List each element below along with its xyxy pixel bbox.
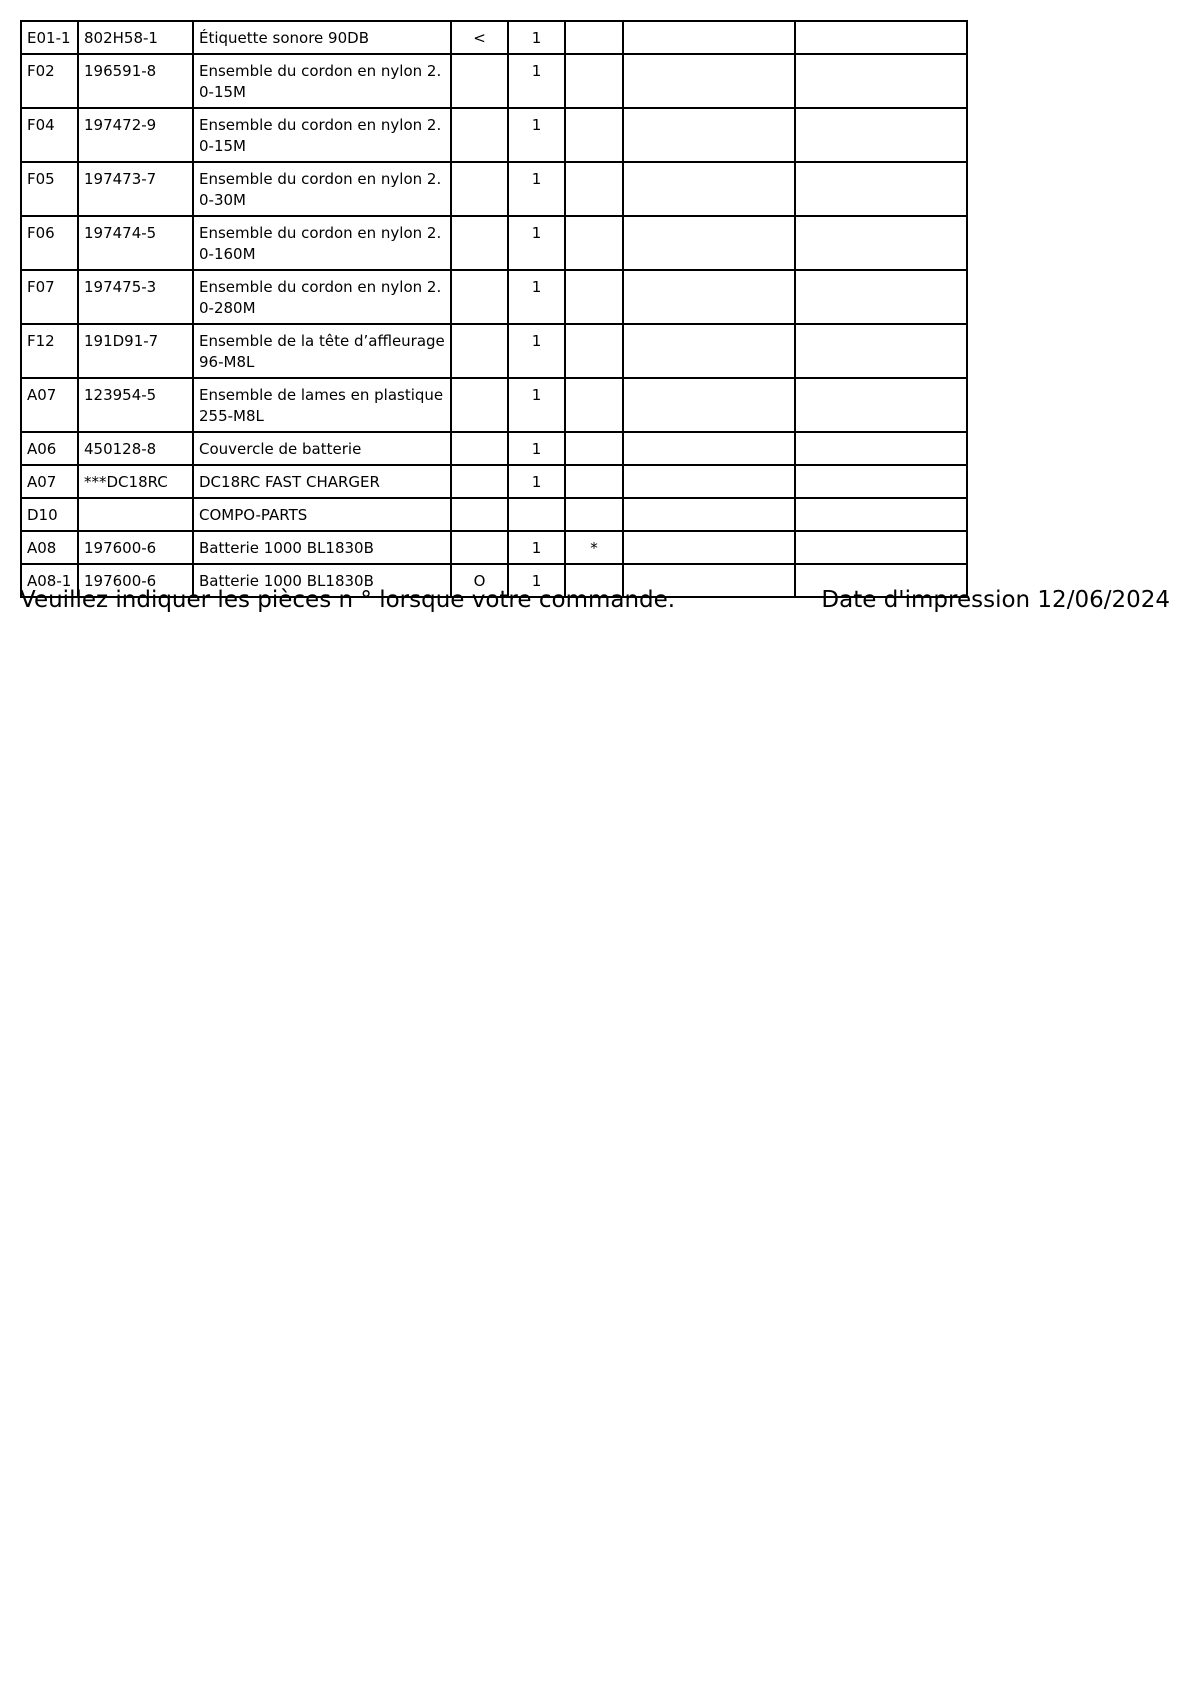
- mark-cell: [451, 531, 508, 564]
- notes-cell: [623, 498, 795, 531]
- extra-cell: [795, 432, 967, 465]
- ref-cell: A07: [21, 465, 78, 498]
- quantity-cell: 1: [508, 378, 565, 432]
- flag-cell: [565, 324, 623, 378]
- ref-cell: F05: [21, 162, 78, 216]
- notes-cell: [623, 270, 795, 324]
- notes-cell: [623, 216, 795, 270]
- parts-table: [20, 20, 968, 598]
- mark-cell: [451, 465, 508, 498]
- notes-cell: [623, 54, 795, 108]
- part-number-cell: 197474-5: [78, 216, 193, 270]
- notes-cell: [623, 324, 795, 378]
- flag-cell: [565, 432, 623, 465]
- mark-cell: O: [451, 564, 508, 597]
- ref-cell: F04: [21, 108, 78, 162]
- flag-cell: [565, 270, 623, 324]
- quantity-cell: 1: [508, 270, 565, 324]
- flag-cell: [565, 378, 623, 432]
- table-row: [21, 108, 967, 162]
- description-cell: Ensemble du cordon en nylon 2. 0-15M: [193, 108, 451, 162]
- ref-cell: F02: [21, 54, 78, 108]
- flag-cell: [565, 216, 623, 270]
- part-number-cell: 197473-7: [78, 162, 193, 216]
- notes-cell: [623, 465, 795, 498]
- table-row: [21, 324, 967, 378]
- flag-cell: [565, 54, 623, 108]
- description-cell: DC18RC FAST CHARGER: [193, 465, 451, 498]
- part-number-cell: 123954-5: [78, 378, 193, 432]
- description-cell: Batterie 1000 BL1830B: [193, 531, 451, 564]
- quantity-cell: 1: [508, 531, 565, 564]
- table-row: [21, 432, 967, 465]
- extra-cell: [795, 531, 967, 564]
- part-number-cell: 450128-8: [78, 432, 193, 465]
- description-cell: Couvercle de batterie: [193, 432, 451, 465]
- notes-cell: [623, 21, 795, 54]
- ref-cell: F07: [21, 270, 78, 324]
- ref-cell: A08: [21, 531, 78, 564]
- description-cell: Ensemble du cordon en nylon 2. 0-30M: [193, 162, 451, 216]
- mark-cell: [451, 498, 508, 531]
- part-number-cell: 197472-9: [78, 108, 193, 162]
- mark-cell: [451, 108, 508, 162]
- ref-cell: A08-1: [21, 564, 78, 597]
- flag-cell: [565, 162, 623, 216]
- flag-cell: [565, 108, 623, 162]
- part-number-cell: 197475-3: [78, 270, 193, 324]
- notes-cell: [623, 162, 795, 216]
- part-number-cell: ***DC18RC: [78, 465, 193, 498]
- mark-cell: [451, 378, 508, 432]
- extra-cell: [795, 270, 967, 324]
- part-number-cell: 197600-6: [78, 531, 193, 564]
- table-row: [21, 465, 967, 498]
- mark-cell: [451, 324, 508, 378]
- part-number-cell: 802H58-1: [78, 21, 193, 54]
- description-cell: Ensemble du cordon en nylon 2. 0-15M: [193, 54, 451, 108]
- description-cell: Ensemble du cordon en nylon 2. 0-160M: [193, 216, 451, 270]
- part-number-cell: 197600-6: [78, 564, 193, 597]
- notes-cell: [623, 378, 795, 432]
- mark-cell: [451, 216, 508, 270]
- mark-cell: [451, 162, 508, 216]
- extra-cell: [795, 21, 967, 54]
- ref-cell: A07: [21, 378, 78, 432]
- flag-cell: [565, 21, 623, 54]
- notes-cell: [623, 108, 795, 162]
- description-cell: Ensemble du cordon en nylon 2. 0-280M: [193, 270, 451, 324]
- description-cell: COMPO-PARTS: [193, 498, 451, 531]
- quantity-cell: 1: [508, 21, 565, 54]
- part-number-cell: [78, 498, 193, 531]
- flag-cell: *: [565, 531, 623, 564]
- extra-cell: [795, 162, 967, 216]
- extra-cell: [795, 498, 967, 531]
- part-number-cell: 191D91-7: [78, 324, 193, 378]
- table-row: [21, 21, 967, 54]
- mark-cell: [451, 432, 508, 465]
- quantity-cell: 1: [508, 54, 565, 108]
- description-cell: Étiquette sonore 90DB: [193, 21, 451, 54]
- extra-cell: [795, 108, 967, 162]
- table-row: [21, 270, 967, 324]
- quantity-cell: 1: [508, 564, 565, 597]
- mark-cell: [451, 54, 508, 108]
- extra-cell: [795, 378, 967, 432]
- quantity-cell: 1: [508, 108, 565, 162]
- ref-cell: D10: [21, 498, 78, 531]
- ref-cell: F12: [21, 324, 78, 378]
- ref-cell: F06: [21, 216, 78, 270]
- description-cell: Batterie 1000 BL1830B: [193, 564, 451, 597]
- mark-cell: <: [451, 21, 508, 54]
- ref-cell: A06: [21, 432, 78, 465]
- order-instruction-note: Veuillez indiquer les pièces n ° lorsque votre commande.: [20, 587, 676, 613]
- notes-cell: [623, 432, 795, 465]
- ref-cell: E01-1: [21, 21, 78, 54]
- mark-cell: [451, 270, 508, 324]
- flag-cell: [565, 498, 623, 531]
- quantity-cell: 1: [508, 216, 565, 270]
- extra-cell: [795, 465, 967, 498]
- description-cell: Ensemble de lames en plastique 255-M8L: [193, 378, 451, 432]
- extra-cell: [795, 216, 967, 270]
- quantity-cell: 1: [508, 432, 565, 465]
- table-row: [21, 498, 967, 531]
- flag-cell: [565, 465, 623, 498]
- table-row: [21, 378, 967, 432]
- notes-cell: [623, 531, 795, 564]
- quantity-cell: 1: [508, 162, 565, 216]
- table-row: [21, 54, 967, 108]
- table-row: [21, 162, 967, 216]
- table-row: [21, 531, 967, 564]
- extra-cell: [795, 54, 967, 108]
- quantity-cell: [508, 498, 565, 531]
- table-row: [21, 216, 967, 270]
- parts-table-body: [21, 21, 967, 597]
- part-number-cell: 196591-8: [78, 54, 193, 108]
- quantity-cell: 1: [508, 465, 565, 498]
- extra-cell: [795, 324, 967, 378]
- quantity-cell: 1: [508, 324, 565, 378]
- description-cell: Ensemble de la tête d’affleurage 96-M8L: [193, 324, 451, 378]
- print-date: Date d'impression 12/06/2024: [821, 587, 1170, 613]
